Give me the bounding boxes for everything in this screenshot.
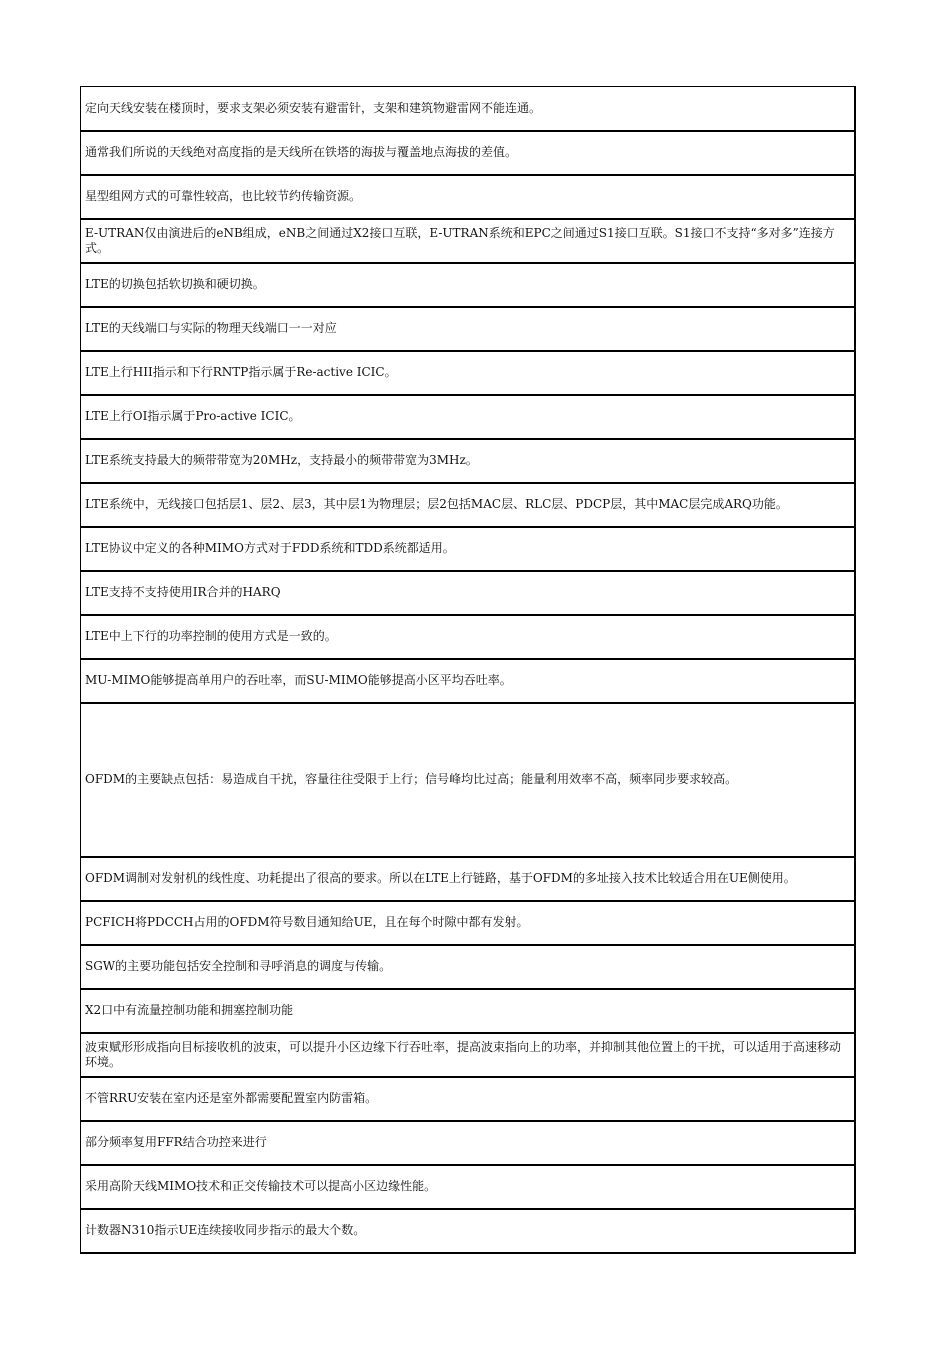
statement-cell[interactable]: X2口中有流量控制功能和拥塞控制功能 [81, 989, 856, 1033]
statement-cell[interactable]: E-UTRAN仅由演进后的eNB组成，eNB之间通过X2接口互联，E-UTRAN系统和EPC之间通过S1接口互联。S1接口不支持“多对多”连接方式。 [81, 219, 856, 263]
statement-cell[interactable]: OFDM的主要缺点包括：易造成自干扰，容量往往受限于上行；信号峰均比过高；能量利用效率不高，频率同步要求较高。 [81, 703, 856, 857]
table-row [81, 131, 856, 175]
table-row [81, 175, 856, 219]
statement-cell[interactable]: LTE的天线端口与实际的物理天线端口一一对应 [81, 307, 856, 351]
statement-cell[interactable]: 采用高阶天线MIMO技术和正交传输技术可以提高小区边缘性能。 [81, 1165, 856, 1209]
statement-cell[interactable]: PCFICH将PDCCH占用的OFDM符号数目通知给UE，且在每个时隙中都有发射。 [81, 901, 856, 945]
statement-cell[interactable]: 不管RRU安装在室内还是室外都需要配置室内防雷箱。 [81, 1077, 856, 1121]
statement-cell[interactable]: LTE系统支持最大的频带带宽为20MHz，支持最小的频带带宽为3MHz。 [81, 439, 856, 483]
table-row [81, 307, 856, 351]
table-row [81, 1033, 856, 1077]
statement-cell[interactable]: LTE系统中，无线接口包括层1、层2、层3，其中层1为物理层；层2包括MAC层、RLC层、PDCP层，其中MAC层完成ARQ功能。 [81, 483, 856, 527]
statement-table [80, 86, 856, 1254]
table-row [81, 857, 856, 901]
statement-cell[interactable]: 通常我们所说的天线绝对高度指的是天线所在铁塔的海拔与覆盖地点海拔的差值。 [81, 131, 856, 175]
statement-cell[interactable]: 计数器N310指示UE连续接收同步指示的最大个数。 [81, 1209, 856, 1253]
table-row [81, 615, 856, 659]
statement-cell[interactable]: MU-MIMO能够提高单用户的吞吐率，而SU-MIMO能够提高小区平均吞吐率。 [81, 659, 856, 703]
statement-cell[interactable]: 波束赋形形成指向目标接收机的波束，可以提升小区边缘下行吞吐率，提高波束指向上的功率，并抑制其他位置上的干扰，可以适用于高速移动环境。 [81, 1033, 856, 1077]
table-row [81, 351, 856, 395]
table-row [81, 703, 856, 857]
table-row [81, 571, 856, 615]
table-row [81, 87, 856, 131]
statement-cell[interactable]: 部分频率复用FFR结合功控来进行 [81, 1121, 856, 1165]
statement-cell[interactable]: 定向天线安装在楼顶时，要求支架必须安装有避雷针，支架和建筑物避雷网不能连通。 [81, 87, 856, 131]
statement-cell[interactable]: LTE协议中定义的各种MIMO方式对于FDD系统和TDD系统都适用。 [81, 527, 856, 571]
statement-cell[interactable]: OFDM调制对发射机的线性度、功耗提出了很高的要求。所以在LTE上行链路，基于OFDM的多址接入技术比较适合用在UE侧使用。 [81, 857, 856, 901]
table-row [81, 1165, 856, 1209]
table-row [81, 263, 856, 307]
statement-cell[interactable]: LTE中上下行的功率控制的使用方式是一致的。 [81, 615, 856, 659]
table-row [81, 395, 856, 439]
statement-cell[interactable]: SGW的主要功能包括安全控制和寻呼消息的调度与传输。 [81, 945, 856, 989]
table-row [81, 527, 856, 571]
statement-cell[interactable]: LTE的切换包括软切换和硬切换。 [81, 263, 856, 307]
statement-cell[interactable]: LTE上行OI指示属于Pro-active ICIC。 [81, 395, 856, 439]
table-row [81, 659, 856, 703]
table-row [81, 989, 856, 1033]
statement-cell[interactable]: LTE支持不支持使用IR合并的HARQ [81, 571, 856, 615]
table-row [81, 439, 856, 483]
table-row [81, 1209, 856, 1253]
table-row [81, 219, 856, 263]
table-row [81, 483, 856, 527]
statement-cell[interactable]: 星型组网方式的可靠性较高，也比较节约传输资源。 [81, 175, 856, 219]
table-row [81, 901, 856, 945]
statement-cell[interactable]: LTE上行HII指示和下行RNTP指示属于Re-active ICIC。 [81, 351, 856, 395]
table-row [81, 1121, 856, 1165]
table-row [81, 1077, 856, 1121]
table-row [81, 945, 856, 989]
